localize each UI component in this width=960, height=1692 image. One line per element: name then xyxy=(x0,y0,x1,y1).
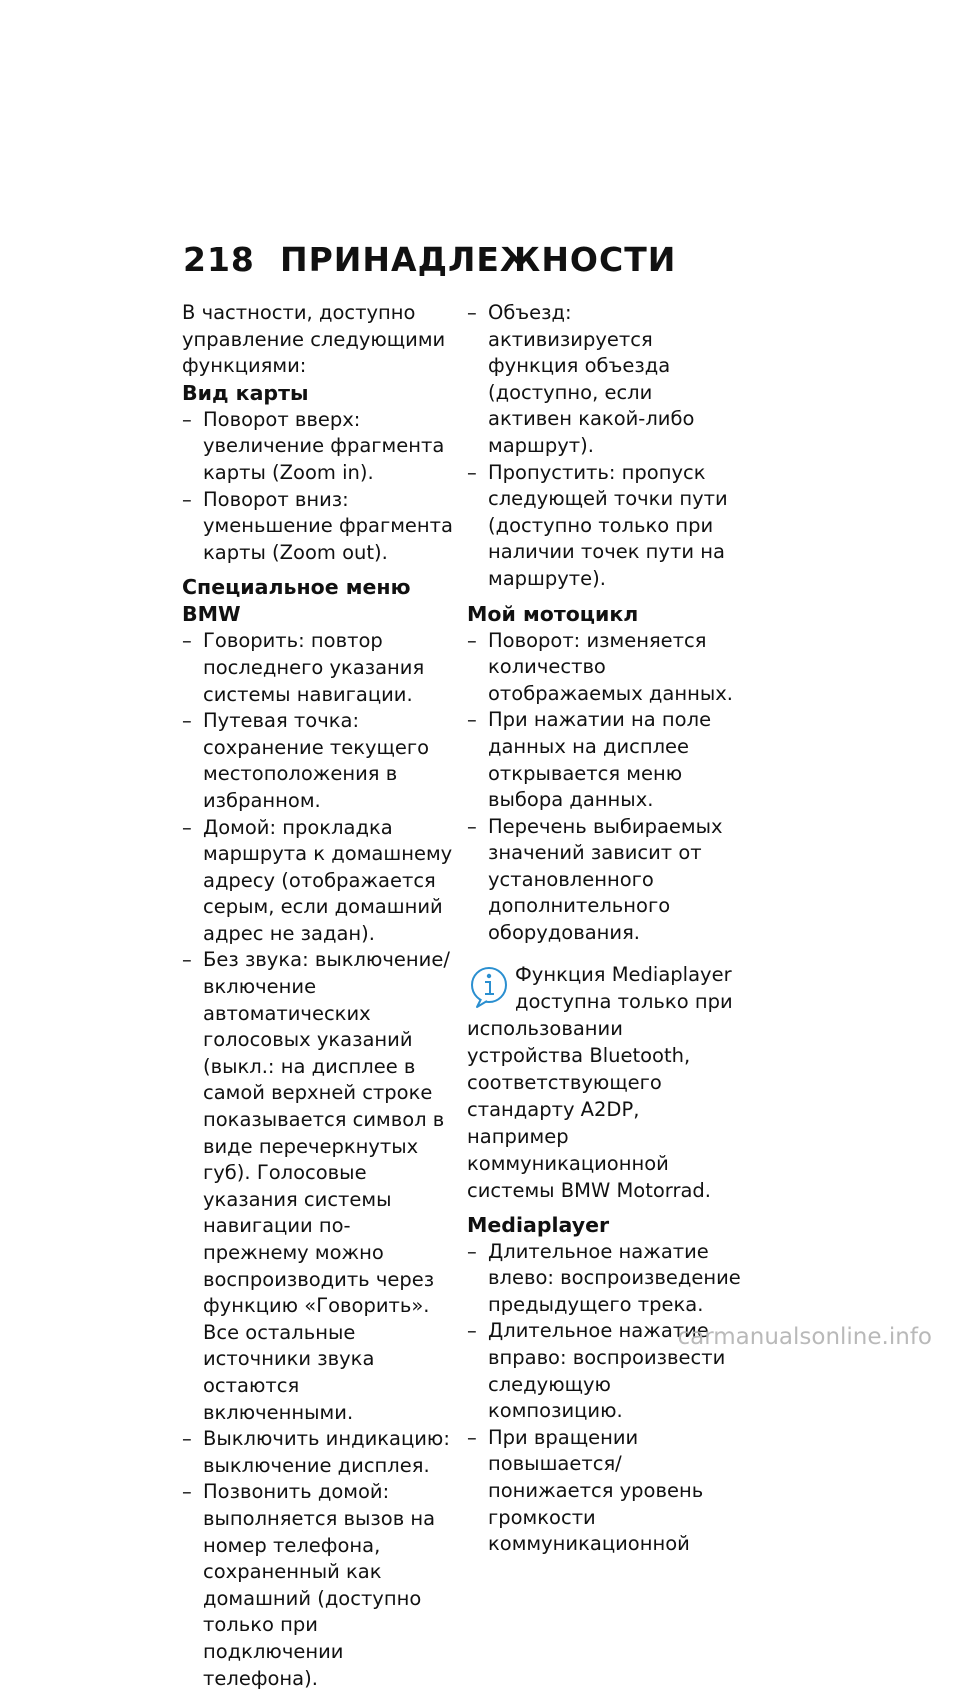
list-item: – Говорить: повтор последнего указания системы навигации. xyxy=(182,628,454,708)
page-number: 218 xyxy=(183,240,255,279)
heading-bmw-menu: Специальное меню BMW xyxy=(182,575,411,627)
list-item: – Путевая точка: сохранение текущего местоположения в избранном. xyxy=(182,708,454,814)
map-view-list xyxy=(182,407,454,567)
route-options-list xyxy=(467,300,742,593)
page-title: ПРИНАДЛЕЖНОСТИ xyxy=(280,240,677,279)
list-item: – Домой: прокладка маршрута к домашнему адресу (отображается серым, если домашний адрес не задан). xyxy=(182,815,454,948)
list-item: – Позвонить домой: выполняется вызов на номер телефона, сохраненный как домашний (доступно только при подключении телефона). xyxy=(182,1479,454,1692)
list-item: – Поворот: изменяется количество отображаемых данных. xyxy=(467,628,742,708)
list-item: – Поворот вниз: уменьшение фрагмента карты (Zoom out). xyxy=(182,487,454,567)
list-item: – Поворот вверх: увеличение фрагмента карты (Zoom in). xyxy=(182,407,454,487)
right-column xyxy=(467,300,742,1558)
left-column xyxy=(182,300,454,1692)
list-item: – При нажатии на поле данных на дисплее открывается меню выбора данных. xyxy=(467,707,742,813)
heading-map-view: Вид карты xyxy=(182,380,309,405)
heading-mediaplayer: Mediaplayer xyxy=(467,1212,610,1237)
list-item: – При вращении повышается/понижается уровень громкости коммуникационной xyxy=(467,1425,742,1558)
list-item: – Длительное нажатие вправо: воспроизвести следующую композицию. xyxy=(467,1318,742,1424)
intro-paragraph: В частности, доступно управление следующими функциями: xyxy=(182,301,446,378)
info-note xyxy=(467,961,742,1204)
note-text: Функция Mediaplayer доступна только при использовании устройства Bluetooth, соответствующего стандарту A2DP, например коммуникационной системы BMW Motorrad. xyxy=(467,962,733,1202)
mediaplayer-list xyxy=(467,1239,742,1558)
heading-my-motorcycle: Мой мотоцикл xyxy=(467,601,639,626)
list-item: – Без звука: выключение/включение автоматических голосовых указаний (выкл.: на дисплее в самой верхней строке показывается символ в виде перечеркнутых губ). Голосовые указания системы навигации по-прежнему можно воспроизводить через функцию «Говорить». Все остальные источники звука остаются включенными. xyxy=(182,947,454,1426)
bmw-menu-list xyxy=(182,628,454,1692)
list-item: – Объезд: активизируется функция объезда (доступно, если активен какой-либо маршрут). xyxy=(467,300,742,460)
my-motorcycle-list xyxy=(467,628,742,947)
info-icon xyxy=(469,965,509,1009)
watermark: carmanualsonline.info xyxy=(677,1324,932,1350)
list-item: – Выключить индикацию: выключение дисплея. xyxy=(182,1426,454,1479)
list-item: – Длительное нажатие влево: воспроизведение предыдущего трека. xyxy=(467,1239,742,1319)
list-item: – Пропустить: пропуск следующей точки пути (доступно только при наличии точек пути на маршруте). xyxy=(467,460,742,593)
list-item: – Перечень выбираемых значений зависит от установленного дополнительного оборудования. xyxy=(467,814,742,947)
